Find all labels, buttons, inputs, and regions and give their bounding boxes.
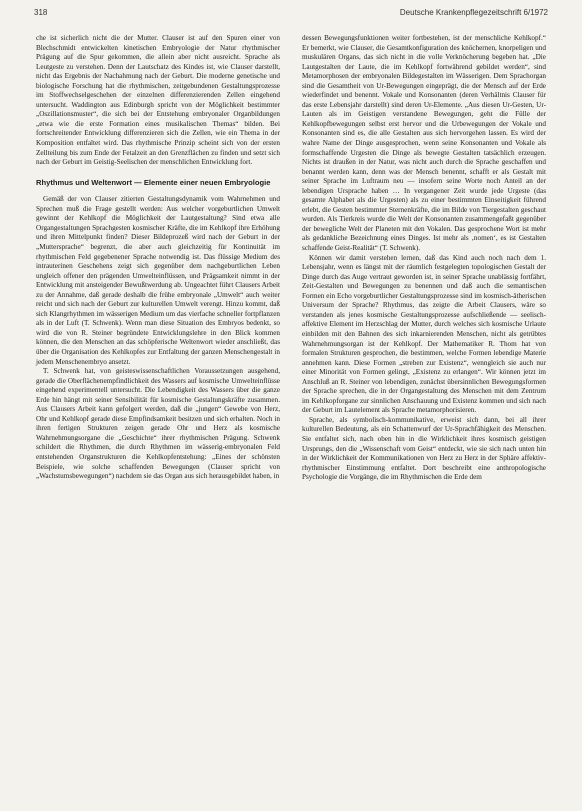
section-heading: Rhythmus und Weltenwort — Elemente einer neuen Embryologie	[36, 177, 271, 187]
intro-paragraph: che ist sicherlich nicht die der Mutter. Clauser ist auf den Spuren einer von Blechschmidt entwickelten kinetischen Embryologie der Natur rhythmischer Prägung auf die Spur gekommen, die allein aber nicht ausreicht. Sprache als Leutgeste zu verstehen. Denn der Lautschatz des Kindes ist, wie Clauser darstellt, nicht das Ergebnis der Nachahmung nach der Geburt. Die moderne genetische und biologische Forschung hat die rhythmischen, zeitgebundenen Gestaltungsprozesse im Stoffwechselgeschehen der einzelnen differenzierenden Zellen eingehend untersucht. Waddington aus Edinburgh spricht von der Möglichkeit bestimmter „Oszillationsmuster“, die sich bei der Entstehung embryonaler Organbildungen „etwa wie die erste Formation eines musikalischen Themas“ bilden. Bei fortschreitender Entwicklung differenzieren sich die Zellen, wie ein Thema in der Komposition entfaltet wird. Das rhythmische Prinzip scheint sich von der ersten Zellteilung bis zum Ende der Fetalzeit an den Grenzflächen zu finden und setzt sich nach der Geburt im Geistig-Seelischen der menschlichen Entwicklung fort.	[36, 34, 280, 167]
right-column	[302, 34, 546, 483]
page-number: 318	[34, 7, 48, 17]
left-paragraph-2: T. Schwenk hat, von geisteswissenschaftlichen Voraussetzungen ausgehend, gerade die Oberflächenempfindlichkeit des Wassers auf kosmische Umwelteinflüsse eingehend experimentell untersucht. Die Lebendigkeit des Wassers über die ganze Erde hin hängt mit seiner Sensibilität für kosmische Gestaltungskräfte zusammen. Aus Clausers Arbeit kann gefolgert werden, daß die „jungen“ Gewebe von Herz, Ohr und Kehlkopf gerade diese Empfindsamkeit besitzen und sich erhalten. Noch in ihren fertigen Strukturen zeigen gerade Ohr und Herz als kosmische Wahrnehmungsorgane die „Geschichte“ ihrer rhythmischen Prägung. Schwenk schildert die Rhythmen, die durch Rhythmen im wässerig-embryonalen Feld entstehenden Organstrukturen die Kehlkopfentstehung: „Eines der schönsten Beispiele, wie solche schaffenden Bewegungen (Clauser spricht von „Wachstumsbewegungen“) nachdem sie das Organ aus sich herausgebildet haben, in	[36, 367, 280, 481]
page-header	[34, 6, 548, 18]
right-paragraph-2: Können wir damit verstehen lernen, daß das Kind auch noch nach dem 1. Lebensjahr, wenn es längst mit der räumlich festgelegten topologischen Gestalt der Dinge durch das Auge vertraut geworden ist, in seiner Sprache unablässig fortfährt, Zeit-Gestalten und Bewegungen zu benennen und daß auch die semantischen Formen ein Echo vorgeburtlicher Gestaltungsprozesse sind im kosmisch-ätherischen Universum der Sprache? Rhythmus, das zeigte die Arbeit Clausers, wäre so verstanden als jenes kosmische Gestaltungsprozesse aufschließende — seelisch-affektive Element im Herzschlag der Mutter, durch welches sich kosmische Urlaute einbilden mit den Bahnen des sich inkarnierenden Menschen, nicht als getrübtes Wahrnehmungsorgan ist der Kehlkopf. Der Mathematiker R. Thom hat von formalen Strukturen gesprochen, die bestimmen, welche Formen lebendige Materie annehmen kann. Diese Formen „streben zur Existenz“, wenngleich sie auch nur einer Minorität von Formen gelingt, „Existenz zu erlangen“. Wir können jetzt im Anschluß an R. Steiner von lebendigen, zunächst übersinnlichen Bewegungsformen der Sprache sprechen, die in der Organgestaltung des Menschen mit dem Zentrum im Kehlkopforgane zur sinnlichen Anschauung und Existenz kommen und sich nach der Geburt im Lautelement als Sprache metamorphorisieren.	[302, 253, 546, 415]
right-paragraph-3: Sprache, als symbolisch-kommunikative, erweist sich dann, bei all ihrer kulturellen Bedeutung, als ein Schattenwurf der Ur-Sprachfähigkeit des Menschen. Sie entfaltet sich, nach oben hin in die Wirklichkeit ihres kosmisch geistigen Ursprungs, den die „Wissenschaft vom Geist“ entdeckt, wie sie sich nach unten hin in der Wirklichkeit der Kommunikationen von Herz zu Herz in der Sphäre affektiv-rhythmischer Einstimmung entfaltet. Dort beschreibt eine anthropologische Psychologie die Vorgänge, die im Rhythmischen die Erde dem	[302, 415, 546, 482]
right-paragraph-1: dessen Bewegungsfunktionen weiter fortbestehen, ist der menschliche Kehlkopf.“ Er bemerkt, wie Clauser, die Gesamtkonfiguration des knöchernen, knorpeligen und muskulären Organs, das sich nicht in die volle Verknöcherung begeben hat. „Die Lautgestalten der Laute, die im Kehlkopf fortwährend gebildet werden“, sind Metamorphosen der embryonalen Bildegestalten im Wässerigen. Dem Sprachorgan sind die Gesamtheit von Ur-Bewegungen eingeprägt, die der Mensch auf der Erde wiederfindet und benennt. Vokale und Konsonanten (deren Verhältnis Clauser für das erste Lebensjahr darstellt) sind deren Ur-Elemente. „Aus diesen Ur-Gesten, Ur-Lauten als im Geistigen verstandene Bewegungen, geht die Fülle der Kehlkopfbewegungen selbst erst hervor und die Urbewegungen der Vokale und Konsonanten sind es, die alle Gestalten aus sich hervorgehen lassen. Es wird der wahre Name der Dinge ausgesprochen, wenn seine Konsonanten und Vokale als formschaffende Urgesten die Dinge als bewegte Gestalten tatsächlich erzeugen. Nichts ist draußen in der Natur, was nicht auch durch die Sprache geschaffen und benannt werden kann, denn was der Mensch benennt, schafft er als Gestalt mit seiner Sprache im Luftraum neu — insofern seine Worte noch Anteil an der lebendigen Ursprache haben … In vergangener Zeit wurde jede Urgeste (das gesamte Alphabet als die Urgesten) als zu einer bestimmten Einseitigkeit führend erlebt, die Gesten bestimmter Sternenkräfte, die im Bilde von Tiergestalten geschaut wurden. Als Tierkreis wurde die Welt der Konsonanten zusammengefaßt gegenüber der bewegliche Welt der Planeten mit den Vokalen. Das gesprochene Wort ist mehr als gedankliche Bezeichnung eines Dinges. Ist mehr als ‚nomen‘, es ist Gestalten schaffende Geist-Realität“ (T. Schwenk).	[302, 34, 546, 253]
journal-title: Deutsche Krankenpflegezeitschrift 6/1972	[399, 7, 548, 17]
left-column	[36, 34, 280, 482]
left-paragraph-1: Gemäß der von Clauser zitierten Gestaltungsdynamik vom Wahrnehmen und Sprechen muß die Frage gestellt werden: Aus welcher vorgeburtlichen Umwelt gewinnt der Kehlkopf die Möglichkeit der Lautgestaltung? Sind etwa alle Organgestaltungen Sprachgesten kosmischer Kräfte, die im Kehlkopf ihre Erhöhung und ihren Mittelpunkt finden? Dieser Bildeprozeß wird nach der Geburt in der „Muttersprache“ begrenzt, die aber auch gleichzeitig für Kontinuität im rhythmischen Feld gegebenener Sprache notwendig ist. Das flüssige Medium des intrauterinen Geschehens zeigt sich gegenüber dem nachgeburtlichen Leben ungleich offener den prägenden Umwelteinflüssen, und Prägsamkeit nimmt in der Entwicklung mit ansteigender Bewußtwerdung ab. Ungeachtet führt Clausers Arbeit zu der Annahme, daß gerade deshalb die frühe embryonale „Umwelt“ auch weiter reicht und sich nach der Geburt zur kulturellen Umwelt verengt. Hinzu kommt, daß sich Klangrhythmen im wässerigen Medium um das vierfache schneller fortpflanzen als in der Luft (T. Schwenk). Wenn man diese Situation des Embryos bedenkt, so wird die von R. Steiner begründete Entwicklungslehre in den Blick kommen können, die den Menschen an das schöpferische Weltenwort wieder anschließt, das über die Organisation des Kehlkopfes zur Entfaltung der ganzen Menschengestalt in jedem Menschenembryo ansetzt.	[36, 195, 280, 366]
